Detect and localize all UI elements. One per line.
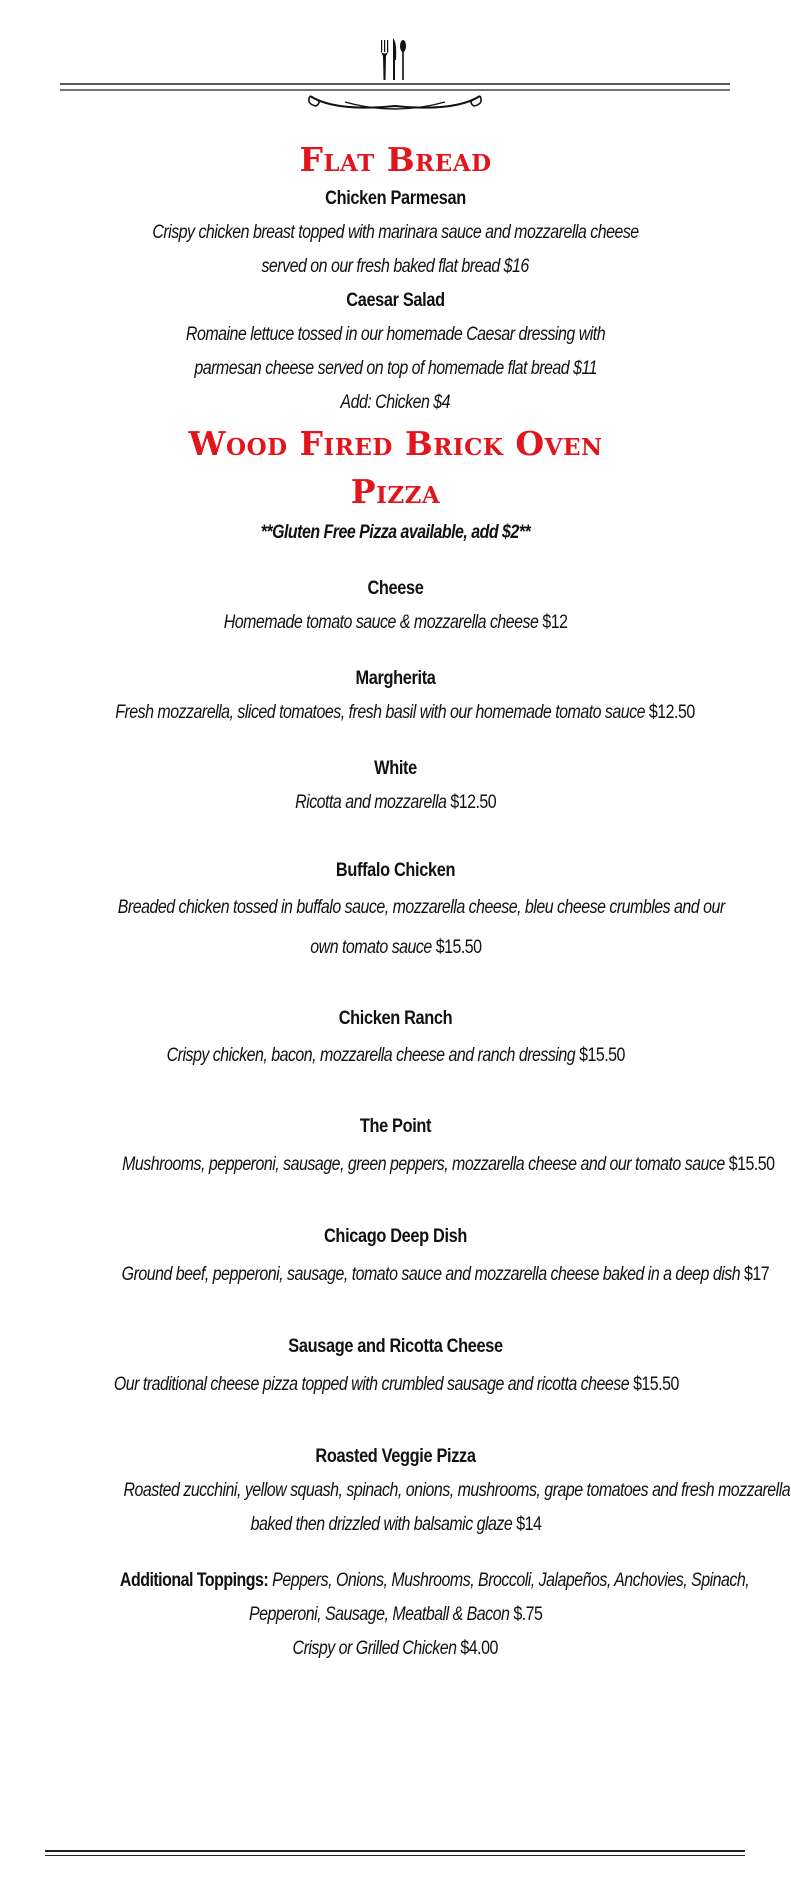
- item-name-buffalo-chicken: Buffalo Chicken: [335, 860, 456, 881]
- chicken-topping-price: $4.00: [460, 1638, 499, 1659]
- item-desc-sausage-ricotta: Our traditional cheese pizza topped with crumbled sausage and ricotta cheese $15.50: [113, 1374, 679, 1395]
- item-desc-roasted-veggie-1: Roasted zucchini, yellow squash, spinach, onions, mushrooms, grape tomatoes and fresh mozzarella: [123, 1480, 791, 1501]
- item-desc-chicken-parmesan-2: served on our fresh baked flat bread $16: [261, 256, 530, 277]
- item-name-margherita: Margherita: [355, 668, 436, 689]
- header-ornament: [60, 20, 730, 120]
- item-name-chicken-parmesan: Chicken Parmesan: [325, 188, 466, 209]
- toppings-label: Additional Toppings:: [119, 1570, 269, 1591]
- item-price-chicago-deep-dish: $17: [744, 1264, 770, 1285]
- item-name-white: White: [374, 758, 417, 779]
- toppings-line-3: Crispy or Grilled Chicken $4.00: [292, 1638, 499, 1659]
- item-price-the-point: $15.50: [728, 1154, 775, 1175]
- item-desc-margherita: Fresh mozzarella, sliced tomatoes, fresh basil with our homemade tomato sauce $12.50: [115, 702, 695, 723]
- toppings-price: $.75: [513, 1604, 543, 1625]
- item-desc-buffalo-chicken-1: Breaded chicken tossed in buffalo sauce, mozzarella cheese, bleu cheese crumbles and our: [117, 897, 725, 918]
- item-desc-chicken-ranch: Crispy chicken, bacon, mozzarella cheese and ranch dressing $15.50: [166, 1045, 625, 1066]
- item-name-chicken-ranch: Chicken Ranch: [338, 1008, 453, 1029]
- item-price-margherita: $12.50: [648, 702, 695, 723]
- item-desc-roasted-veggie-2: baked then drizzled with balsamic glaze $14: [250, 1514, 541, 1535]
- gluten-free-note: **Gluten Free Pizza available, add $2**: [260, 522, 531, 543]
- item-price-white: $12.50: [450, 792, 496, 813]
- item-name-cheese: Cheese: [367, 578, 424, 599]
- item-desc-caesar-salad-2: parmesan cheese served on top of homemade flat bread $11: [194, 358, 597, 379]
- item-desc-caesar-salad-add: Add: Chicken $4: [340, 392, 451, 413]
- menu-content: [60, 138, 791, 1666]
- item-name-roasted-veggie: Roasted Veggie Pizza: [315, 1446, 476, 1467]
- item-desc-the-point: Mushrooms, pepperoni, sausage, green peppers, mozzarella cheese and our tomato sauce $15.50: [122, 1154, 775, 1175]
- item-desc-caesar-salad-1: Romaine lettuce tossed in our homemade Caesar dressing with: [185, 324, 606, 345]
- section-title-pizza-line1: Wood Fired Brick Oven: [188, 424, 603, 463]
- item-name-sausage-ricotta: Sausage and Ricotta Cheese: [288, 1336, 503, 1357]
- scroll-flourish-icon: [309, 96, 481, 109]
- section-title-pizza-line2: Pizza: [350, 472, 441, 511]
- item-name-chicago-deep-dish: Chicago Deep Dish: [323, 1226, 468, 1247]
- section-title-flat-bread: Flat Bread: [299, 140, 492, 179]
- item-price-chicken-ranch: $15.50: [578, 1045, 625, 1066]
- item-desc-chicago-deep-dish: Ground beef, pepperoni, sausage, tomato sauce and mozzarella cheese baked in a deep dish $17: [121, 1264, 770, 1285]
- item-name-caesar-salad: Caesar Salad: [346, 290, 445, 311]
- footer-rule: [45, 1850, 745, 1860]
- item-desc-white: Ricotta and mozzarella $12.50: [295, 792, 496, 813]
- item-price-sausage-ricotta: $15.50: [633, 1374, 679, 1395]
- fork-knife-spoon-icon: [381, 38, 407, 80]
- item-price-buffalo-chicken: $15.50: [435, 937, 482, 958]
- toppings-line-2: Pepperoni, Sausage, Meatball & Bacon $.75: [248, 1604, 543, 1625]
- item-name-the-point: The Point: [359, 1116, 432, 1137]
- item-desc-cheese: Homemade tomato sauce & mozzarella cheese $12: [223, 612, 568, 633]
- toppings-line-1: Additional Toppings: Peppers, Onions, Mushrooms, Broccoli, Jalapeños, Anchovies, Spinach,: [119, 1570, 750, 1591]
- item-desc-buffalo-chicken-2: own tomato sauce $15.50: [309, 937, 482, 958]
- item-desc-chicken-parmesan-1: Crispy chicken breast topped with marinara sauce and mozzarella cheese: [152, 222, 639, 243]
- item-price-roasted-veggie: $14: [515, 1514, 541, 1535]
- item-price-cheese: $12: [542, 612, 568, 633]
